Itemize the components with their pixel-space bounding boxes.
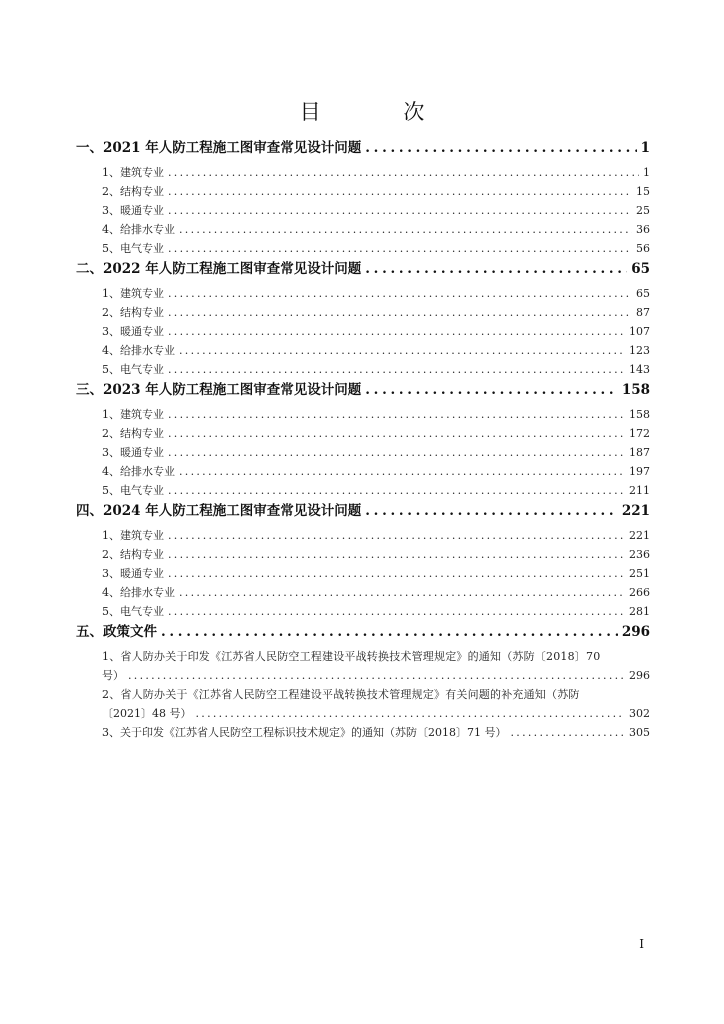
toc-item[interactable] <box>76 583 650 602</box>
item-label: 3、暖通专业 <box>102 204 164 217</box>
section-label: 五、政策文件 <box>76 624 157 640</box>
item-label: 4、给排水专业 <box>102 586 175 599</box>
leader-dots <box>168 284 632 303</box>
item-label: 3、暖通专业 <box>102 446 164 459</box>
toc-item[interactable] <box>76 220 650 239</box>
leader-dots <box>168 405 625 424</box>
toc-item[interactable] <box>76 424 650 443</box>
item-page: 211 <box>629 484 650 497</box>
leader-dots <box>179 341 625 360</box>
leader-dots <box>168 163 639 182</box>
section-page: 221 <box>621 503 650 519</box>
leader-dots <box>179 583 625 602</box>
toc-item[interactable] <box>76 443 650 462</box>
item-label: 3、暖通专业 <box>102 325 164 338</box>
item-page: 281 <box>629 605 650 618</box>
toc-item[interactable] <box>76 284 650 303</box>
leader-dots <box>161 621 618 643</box>
leader-dots <box>365 137 636 159</box>
policy-item[interactable] <box>76 685 650 723</box>
policy-item-line1: 1、省人防办关于印发《江苏省人民防空工程建设平战转换技术管理规定》的通知（苏防〔2018〕70 <box>102 650 601 663</box>
toc-section-policy[interactable] <box>76 621 650 643</box>
section-label: 二、2022 年人防工程施工图审查常见设计问题 <box>76 261 362 277</box>
leader-dots <box>168 322 625 341</box>
leader-dots <box>168 303 632 322</box>
leader-dots <box>168 239 632 258</box>
section-label: 四、2024 年人防工程施工图审查常见设计问题 <box>76 503 362 519</box>
section-page: 65 <box>631 261 650 277</box>
toc-section[interactable] <box>76 258 650 280</box>
section-page: 158 <box>621 382 650 398</box>
leader-dots <box>179 462 625 481</box>
item-page: 107 <box>629 325 650 338</box>
item-page: 221 <box>629 529 650 542</box>
toc-section[interactable] <box>76 379 650 401</box>
item-page: 172 <box>629 427 650 440</box>
item-label: 1、建筑专业 <box>102 408 164 421</box>
item-page: 56 <box>636 242 650 255</box>
toc-item[interactable] <box>76 201 650 220</box>
leader-dots <box>365 379 618 401</box>
toc-item[interactable] <box>76 163 650 182</box>
toc-item[interactable] <box>76 481 650 500</box>
item-label: 4、给排水专业 <box>102 465 175 478</box>
item-label: 5、电气专业 <box>102 605 164 618</box>
item-page: 87 <box>636 306 650 319</box>
item-page: 305 <box>629 726 650 739</box>
item-label: 2、结构专业 <box>102 306 164 319</box>
item-label: 5、电气专业 <box>102 363 164 376</box>
toc-item[interactable] <box>76 322 650 341</box>
toc-section[interactable] <box>76 500 650 522</box>
item-label: 3、暖通专业 <box>102 567 164 580</box>
toc-item[interactable] <box>76 303 650 322</box>
item-page: 65 <box>636 287 650 300</box>
leader-dots <box>365 500 618 522</box>
item-label: 4、给排水专业 <box>102 344 175 357</box>
toc-item[interactable] <box>76 360 650 379</box>
leader-dots <box>168 545 625 564</box>
toc-section[interactable] <box>76 137 650 159</box>
policy-item[interactable] <box>76 723 650 742</box>
leader-dots <box>510 723 625 742</box>
item-page: 251 <box>629 567 650 580</box>
toc-item[interactable] <box>76 239 650 258</box>
leader-dots <box>128 666 625 685</box>
item-page: 25 <box>636 204 650 217</box>
leader-dots <box>179 220 632 239</box>
leader-dots <box>168 443 625 462</box>
page-title: 目 次 <box>299 100 463 124</box>
leader-dots <box>168 526 625 545</box>
item-page: 296 <box>629 669 650 682</box>
policy-item-line1: 2、省人防办关于《江苏省人民防空工程建设平战转换技术管理规定》有关问题的补充通知（苏防 <box>102 688 580 701</box>
item-page: 236 <box>629 548 650 561</box>
item-page: 143 <box>629 363 650 376</box>
item-label: 2、结构专业 <box>102 548 164 561</box>
item-label: 5、电气专业 <box>102 242 164 255</box>
item-label: 5、电气专业 <box>102 484 164 497</box>
item-page: 15 <box>636 185 650 198</box>
leader-dots <box>168 360 625 379</box>
section-page: 296 <box>621 624 650 640</box>
item-page: 266 <box>629 586 650 599</box>
toc-item[interactable] <box>76 405 650 424</box>
policy-item[interactable] <box>76 647 650 685</box>
item-page: 197 <box>629 465 650 478</box>
item-label: 4、给排水专业 <box>102 223 175 236</box>
item-label: 1、建筑专业 <box>102 529 164 542</box>
page-number: I <box>639 937 644 951</box>
policy-item-line2: 号） <box>102 669 124 682</box>
toc-item[interactable] <box>76 545 650 564</box>
leader-dots <box>168 602 625 621</box>
policy-item-line2: 3、关于印发《江苏省人民防空工程标识技术规定》的通知（苏防〔2018〕71 号） <box>102 726 507 739</box>
toc-item[interactable] <box>76 526 650 545</box>
item-label: 2、结构专业 <box>102 185 164 198</box>
leader-dots <box>168 481 625 500</box>
leader-dots <box>168 564 625 583</box>
leader-dots <box>168 424 625 443</box>
item-page: 187 <box>629 446 650 459</box>
section-label: 一、2021 年人防工程施工图审查常见设计问题 <box>76 140 362 156</box>
leader-dots <box>168 182 632 201</box>
leader-dots <box>168 201 632 220</box>
toc-item[interactable] <box>76 564 650 583</box>
item-page: 302 <box>629 707 650 720</box>
item-page: 1 <box>643 166 650 179</box>
leader-dots <box>365 258 627 280</box>
item-label: 1、建筑专业 <box>102 287 164 300</box>
item-page: 123 <box>629 344 650 357</box>
table-of-contents <box>76 137 650 742</box>
toc-item[interactable] <box>76 182 650 201</box>
section-page: 1 <box>640 140 650 156</box>
item-page: 158 <box>629 408 650 421</box>
item-label: 2、结构专业 <box>102 427 164 440</box>
section-label: 三、2023 年人防工程施工图审查常见设计问题 <box>76 382 362 398</box>
toc-item[interactable] <box>76 341 650 360</box>
item-page: 36 <box>636 223 650 236</box>
policy-item-line2: 〔2021〕48 号） <box>102 707 192 720</box>
toc-item[interactable] <box>76 462 650 481</box>
leader-dots <box>196 704 626 723</box>
item-label: 1、建筑专业 <box>102 166 164 179</box>
toc-item[interactable] <box>76 602 650 621</box>
